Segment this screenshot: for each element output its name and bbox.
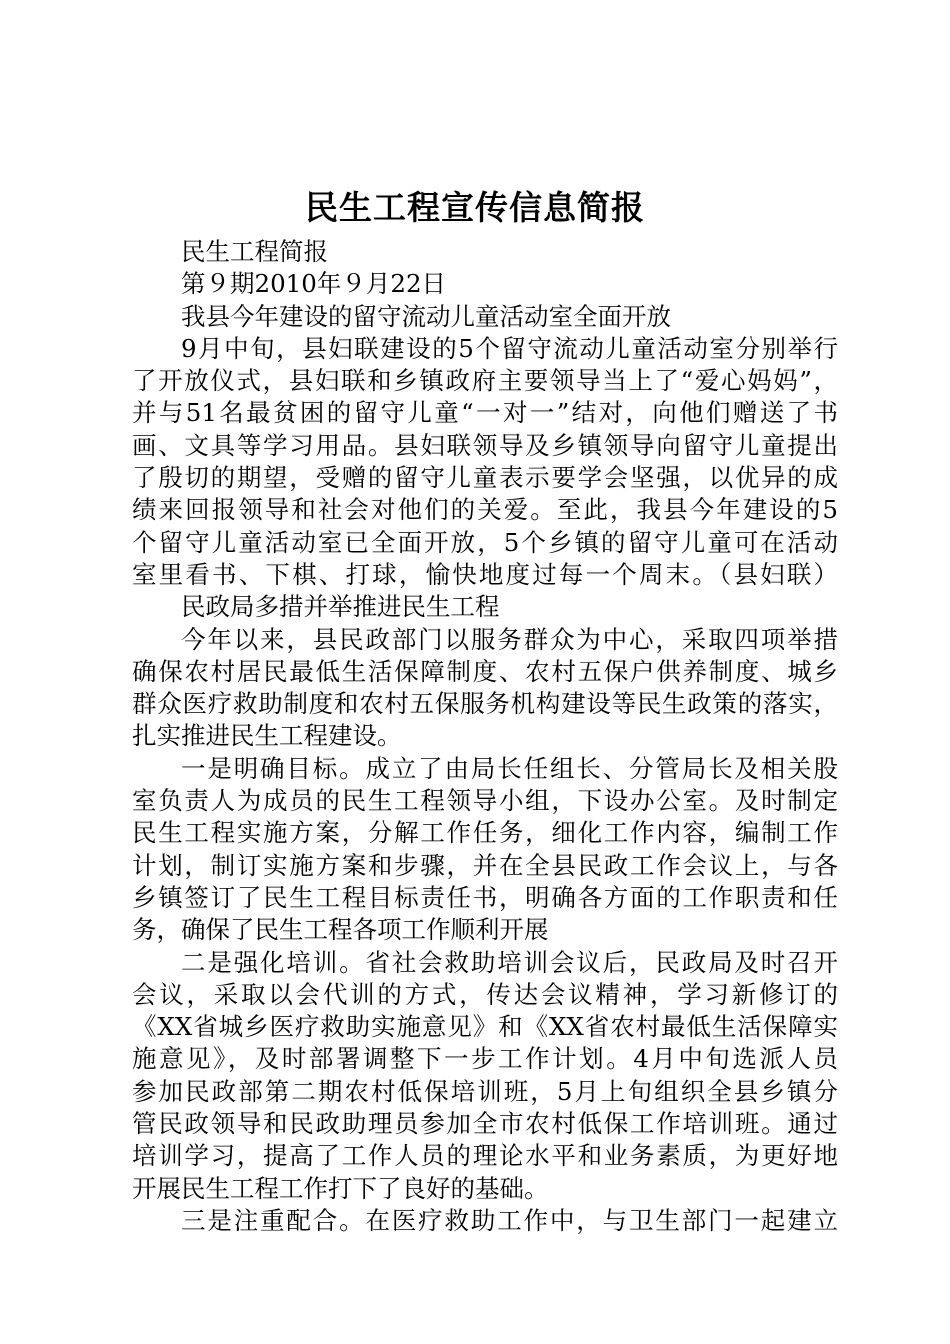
text-line: 绩来回报领导和社会对他们的关爱。至此，我县今年建设的5 [132,495,838,525]
text-line: 乡镇签订了民生工程目标责任书，明确各方面的工作职责和任 [132,882,838,912]
text-line: 开展民生工程工作打下了良好的基础。 [132,1173,549,1203]
text-line: 施意见》，及时部署调整下一步工作计划。4月中旬选派人员 [132,1044,838,1074]
text-line: 个留守儿童活动室已全面开放，5个乡镇的留守儿童可在活动 [132,527,838,557]
text-line: 参加民政部第二期农村低保培训班，5月上旬组织全县乡镇分 [132,1076,838,1106]
text-line: 二是强化培训。省社会救助培训会议后，民政局及时召开 [181,947,838,977]
text-line: 民政局多措并举推进民生工程 [181,592,500,622]
text-line: 了殷切的期望，受赠的留守儿童表示要学会坚强，以优异的成 [132,463,838,493]
text-line: 民生工程实施方案，分解工作任务，细化工作内容，编制工作 [132,818,838,848]
text-line: 今年以来，县民政部门以服务群众为中心，采取四项举措 [181,624,838,654]
text-line: 民生工程简报 [181,237,328,266]
text-line: 群众医疗救助制度和农村五保服务机构建设等民生政策的落实， [132,689,838,719]
text-line: 计划，制订实施方案和步骤，并在全县民政工作会议上，与各 [132,850,838,880]
text-line: 务，确保了民生工程各项工作顺利开展 [132,915,549,945]
text-line: 我县今年建设的留守流动儿童活动室全面开放 [181,301,671,331]
text-line: 《XX省城乡医疗救助实施意见》和《XX省农村最低生活保障实 [132,1012,838,1042]
text-line: 一是明确目标。成立了由局长任组长、分管局长及相关股 [181,753,838,783]
text-line: 了开放仪式，县妇联和乡镇政府主要领导当上了“爱心妈妈”， [132,366,838,396]
text-line: 扎实推进民生工程建设。 [132,721,402,751]
text-line: 培训学习，提高了工作人员的理论水平和业务素质，为更好地 [132,1141,838,1171]
text-line: 第９期2010年９月22日 [181,269,447,299]
text-line: 并与51名最贫困的留守儿童“一对一”结对，向他们赠送了书 [132,398,838,428]
text-line: 管民政领导和民政助理员参加全市农村低保工作培训班。通过 [132,1109,838,1139]
page-title: 民生工程宣传信息简报 [305,188,645,227]
text-line: 室负责人为成员的民生工程领导小组，下设办公室。及时制定 [132,786,838,816]
text-line: 画、文具等学习用品。县妇联领导及乡镇领导向留守儿童提出 [132,430,838,460]
text-line: 室里看书、下棋、打球，愉快地度过每一个周末。（县妇联） [132,559,838,589]
text-line: 9月中旬，县妇联建设的5个留守流动儿童活动室分别举行 [181,333,838,363]
text-line: 三是注重配合。在医疗救助工作中，与卫生部门一起建立 [181,1205,838,1235]
text-line: 确保农村居民最低生活保障制度、农村五保户供养制度、城乡 [132,656,838,686]
document-body [132,236,838,1237]
text-line: 会议，采取以会代训的方式，传达会议精神，学习新修订的 [132,979,838,1009]
